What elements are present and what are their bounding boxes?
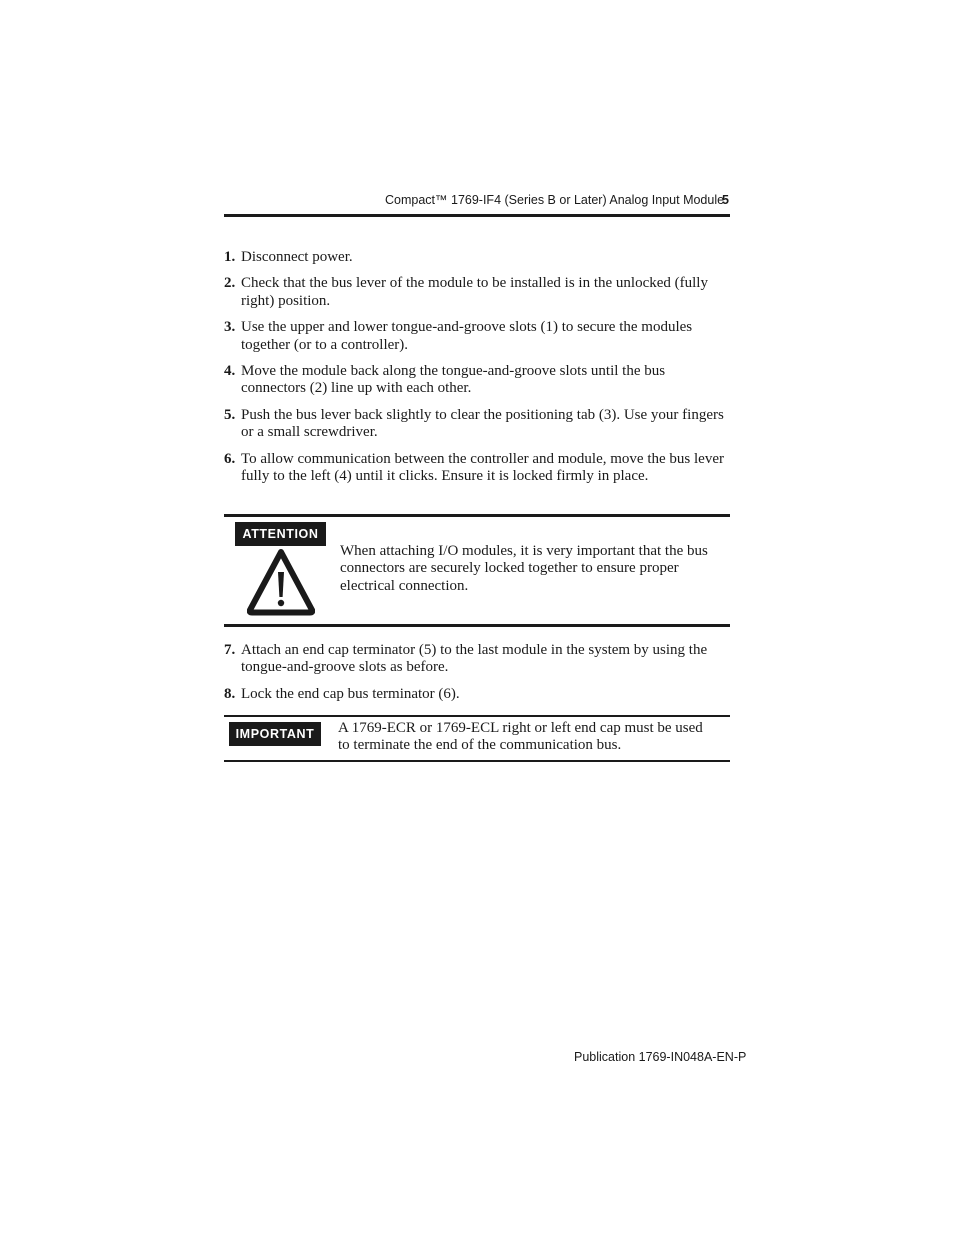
page-header-title: Compact™ 1769-IF4 (Series B or Later) Analog Input Module: [385, 193, 725, 207]
list-item: [224, 642, 730, 677]
list-item: [224, 686, 730, 703]
attention-badge: ATTENTION: [235, 522, 326, 546]
step-text: Push the bus lever back slightly to clear the positioning tab (3). Use your fingers or a small screwdriver.: [241, 406, 724, 441]
important-badge: IMPORTANT: [229, 722, 321, 746]
step-number: 2.: [224, 275, 236, 292]
attention-text: When attaching I/O modules, it is very important that the bus connectors are securely locked together to ensure proper electrical connection.: [340, 543, 708, 594]
page-number: 5: [722, 193, 729, 207]
step-number: 5.: [224, 406, 236, 423]
step-text: Check that the bus lever of the module to be installed is in the unlocked (fully right) position.: [241, 275, 708, 309]
important-bottom-rule: [224, 760, 730, 762]
step-number: 1.: [224, 249, 236, 265]
step-text: Disconnect power.: [241, 249, 353, 265]
step-text: Attach an end cap terminator (5) to the last module in the system by using the tongue-and-groove slots as before.: [241, 642, 708, 676]
warning-triangle-icon: [247, 548, 315, 616]
step-number: 4.: [224, 363, 236, 380]
list-item: [224, 319, 730, 354]
attention-bottom-rule: [224, 624, 730, 627]
list-item: [224, 249, 730, 266]
header-rule: [224, 214, 730, 217]
attention-top-rule: [224, 514, 730, 517]
step-number: 7.: [224, 642, 236, 658]
list-item: [224, 451, 730, 486]
important-top-rule: [224, 715, 730, 717]
list-item: [224, 363, 730, 398]
step-text: Move the module back along the tongue-and-groove slots until the bus connectors (2) line up with each other.: [241, 363, 666, 397]
steps-list-a: [224, 249, 730, 485]
step-number: 6.: [224, 450, 236, 467]
steps-list-b: [224, 642, 730, 703]
list-item: [224, 275, 730, 310]
step-number: 3.: [224, 319, 236, 336]
list-item: [224, 407, 730, 442]
step-number: 8.: [224, 685, 236, 702]
step-text: Use the upper and lower tongue-and-groove slots (1) to secure the modules together (or to a controller).: [241, 319, 693, 353]
important-text: A 1769-ECR or 1769-ECL right or left end cap must be used to terminate the end of the communication bus.: [338, 720, 703, 754]
step-text: Lock the end cap bus terminator (6).: [241, 685, 460, 702]
step-text: To allow communication between the controller and module, move the bus lever fully to the left (4) until it clicks. Ensure it is locked firmly in place.: [241, 450, 724, 485]
publication-number: Publication 1769-IN048A-EN-P: [574, 1050, 747, 1064]
